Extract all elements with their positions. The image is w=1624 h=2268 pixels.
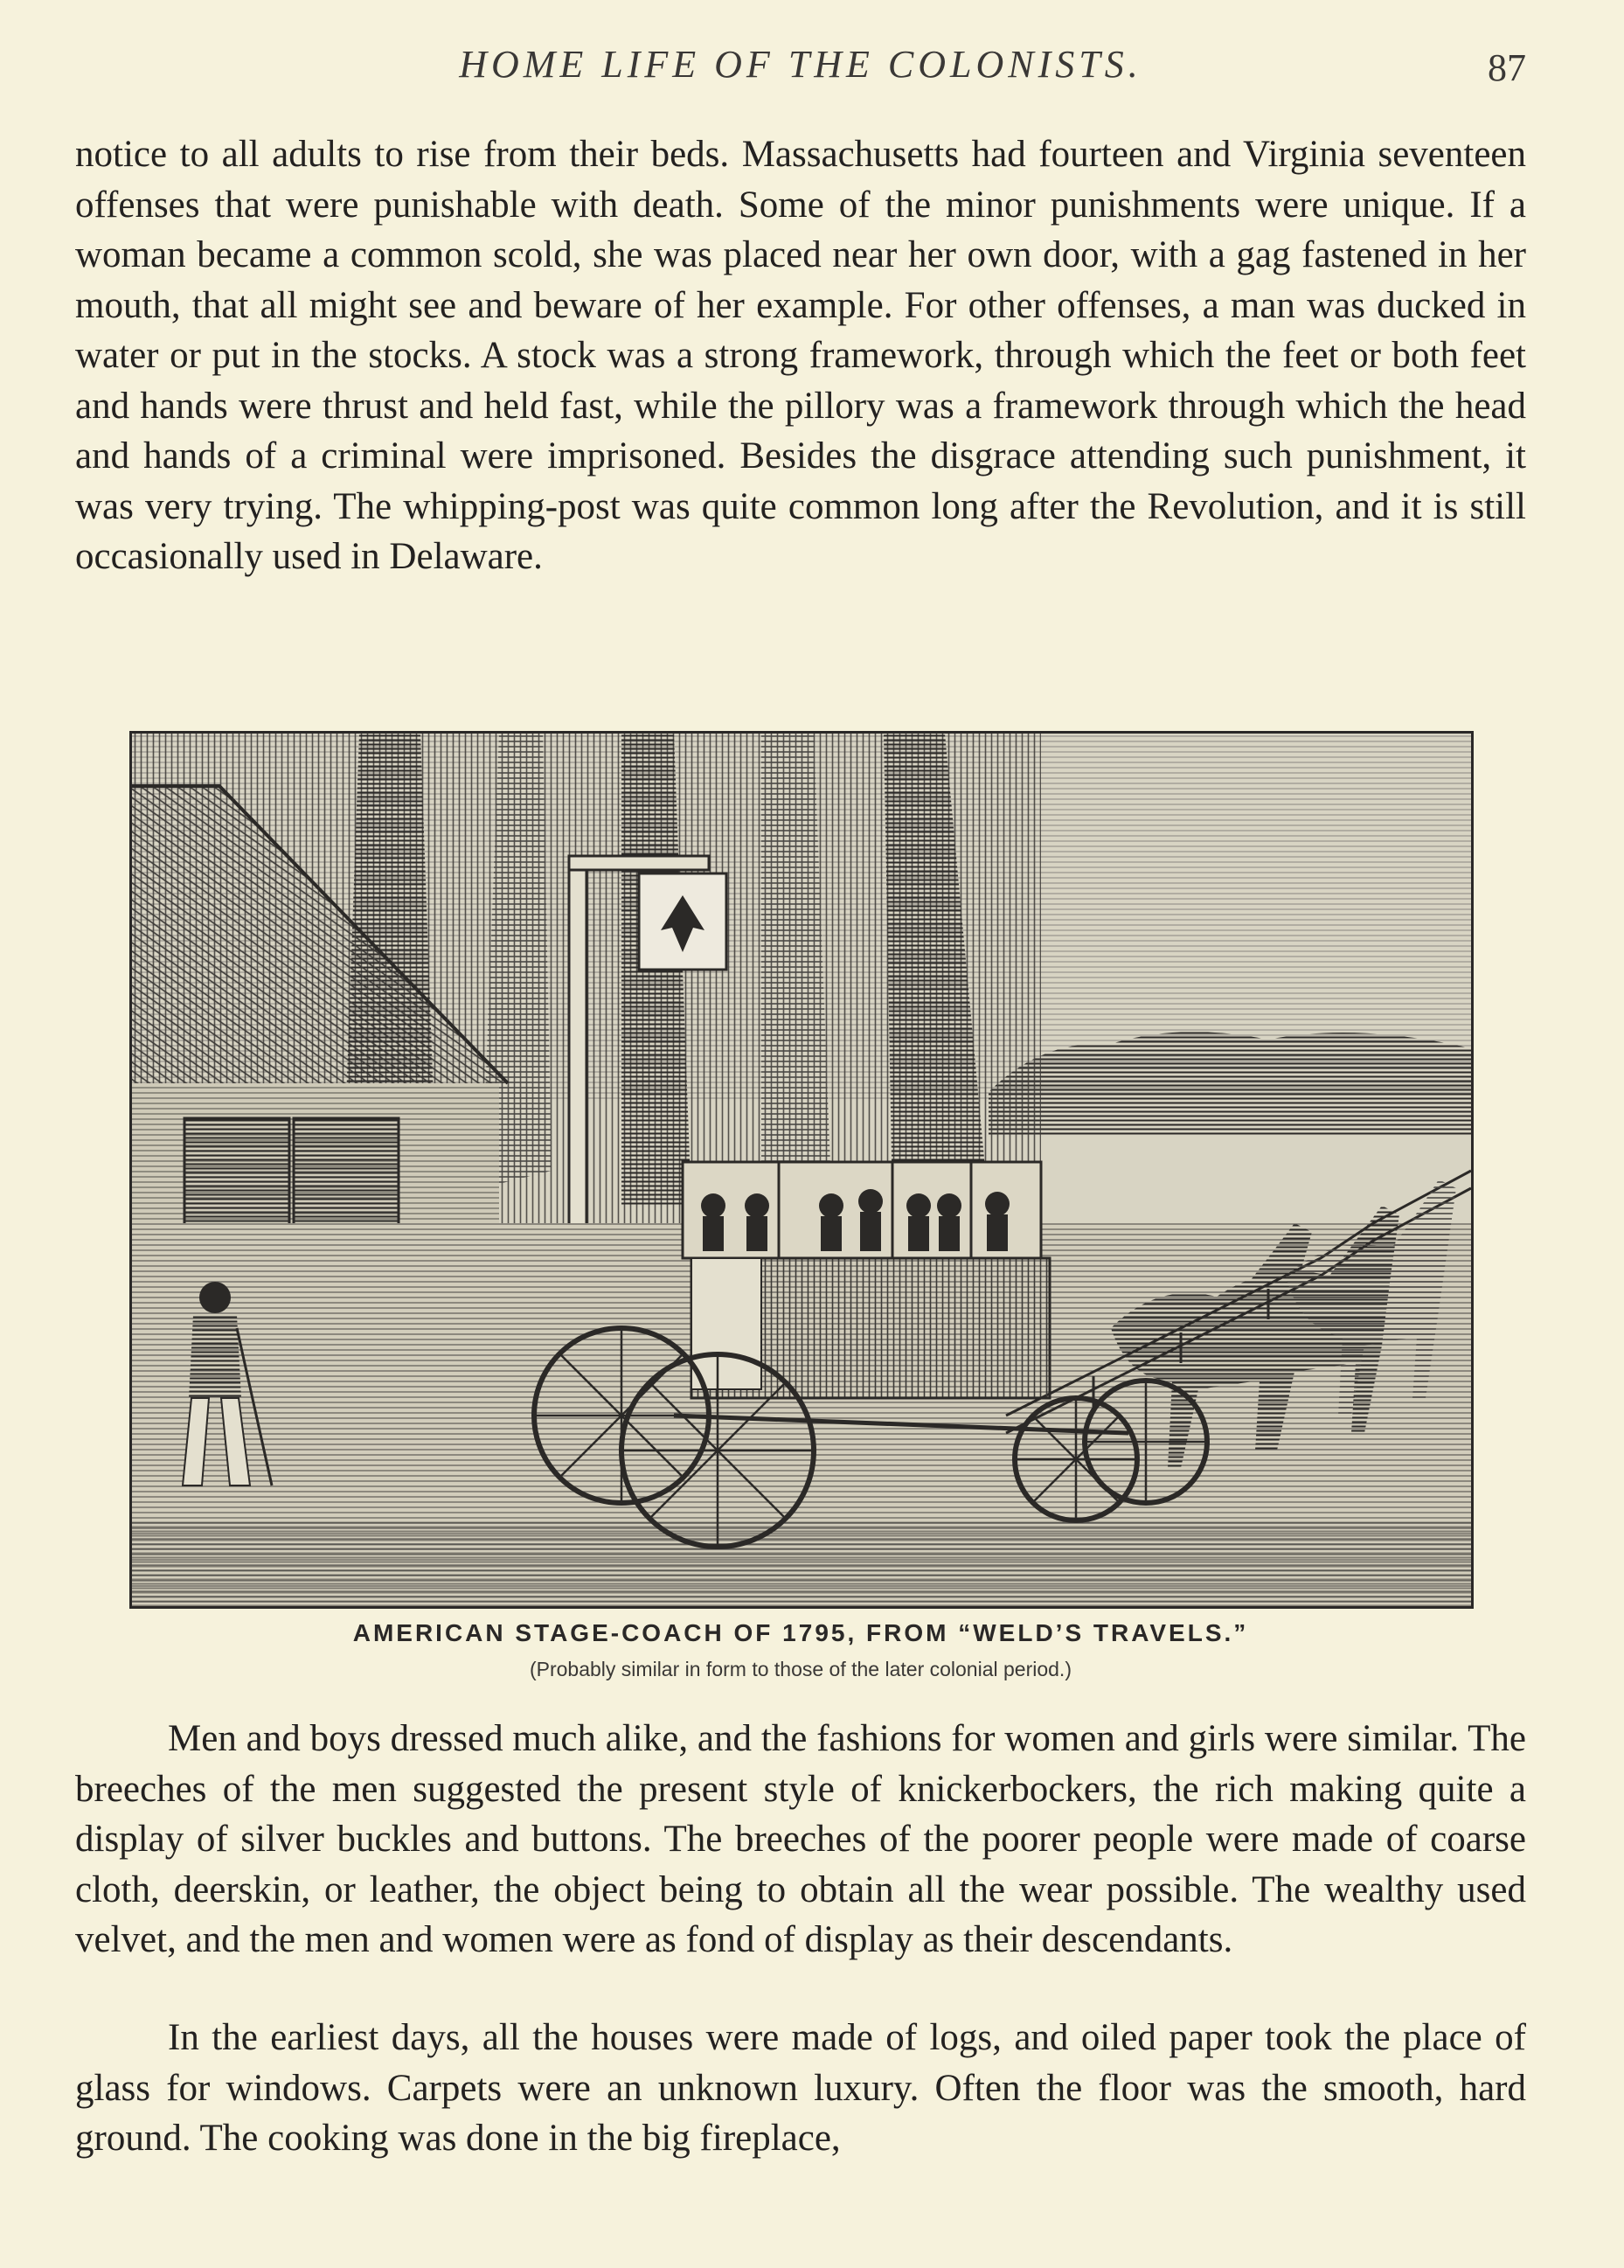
paragraph: notice to all adults to rise from their beds. Massachusetts had fourteen and Virginia seventeen offenses that were punishable with death. Some of the minor punishments were unique. If a woman became a common scold, she was placed near her own door, with a gag fastened in her mouth, that all might see and beware of her example. For other offenses, a man was ducked in water or put in the stocks. A stock was a strong framework, through which the feet or both feet and hands were thrust and held fast, while the pillory was a framework through which the head and hands of a criminal were imprisoned. Besides the disgrace attending such punishment, it was very trying. The whipping-post was quite common long after the Revolution, and it is still occasionally used in Delaware.	[75, 134, 1526, 577]
running-title: HOME LIFE OF THE COLONISTS.	[459, 43, 1142, 86]
body-text-top	[75, 129, 1526, 582]
figure-caption: AMERICAN STAGE-COACH OF 1795, FROM “WELD’S TRAVELS.”	[352, 1619, 1249, 1646]
paragraph: In the earliest days, all the houses were made of logs, and oiled paper took the place of glass for windows. Carpets were an unknown luxury. Often the floor was the smooth, hard ground. The cooking was done in the big fireplace,	[75, 2017, 1526, 2159]
page-number: 87	[1488, 46, 1526, 89]
body-text-bottom-2	[75, 2013, 1526, 2164]
window-right	[294, 1118, 399, 1241]
paragraph: Men and boys dressed much alike, and the fashions for women and girls were similar. The breeches of the men suggested the present style of knickerbockers, the rich making quite a display of silver buckles and buttons. The breeches of the poorer people were made of coarse cloth, deerskin, or leather, the object being to obtain all the wear possible. The wealthy used velvet, and the men and women were as fond of display as their descendants.	[75, 1718, 1526, 1960]
running-head	[75, 42, 1526, 94]
figure-subcaption: (Probably similar in form to those of the later colonial period.)	[529, 1658, 1072, 1680]
body-text-bottom-1	[75, 1714, 1526, 1965]
window-left	[184, 1118, 289, 1241]
engraving-illustration	[129, 731, 1474, 1609]
